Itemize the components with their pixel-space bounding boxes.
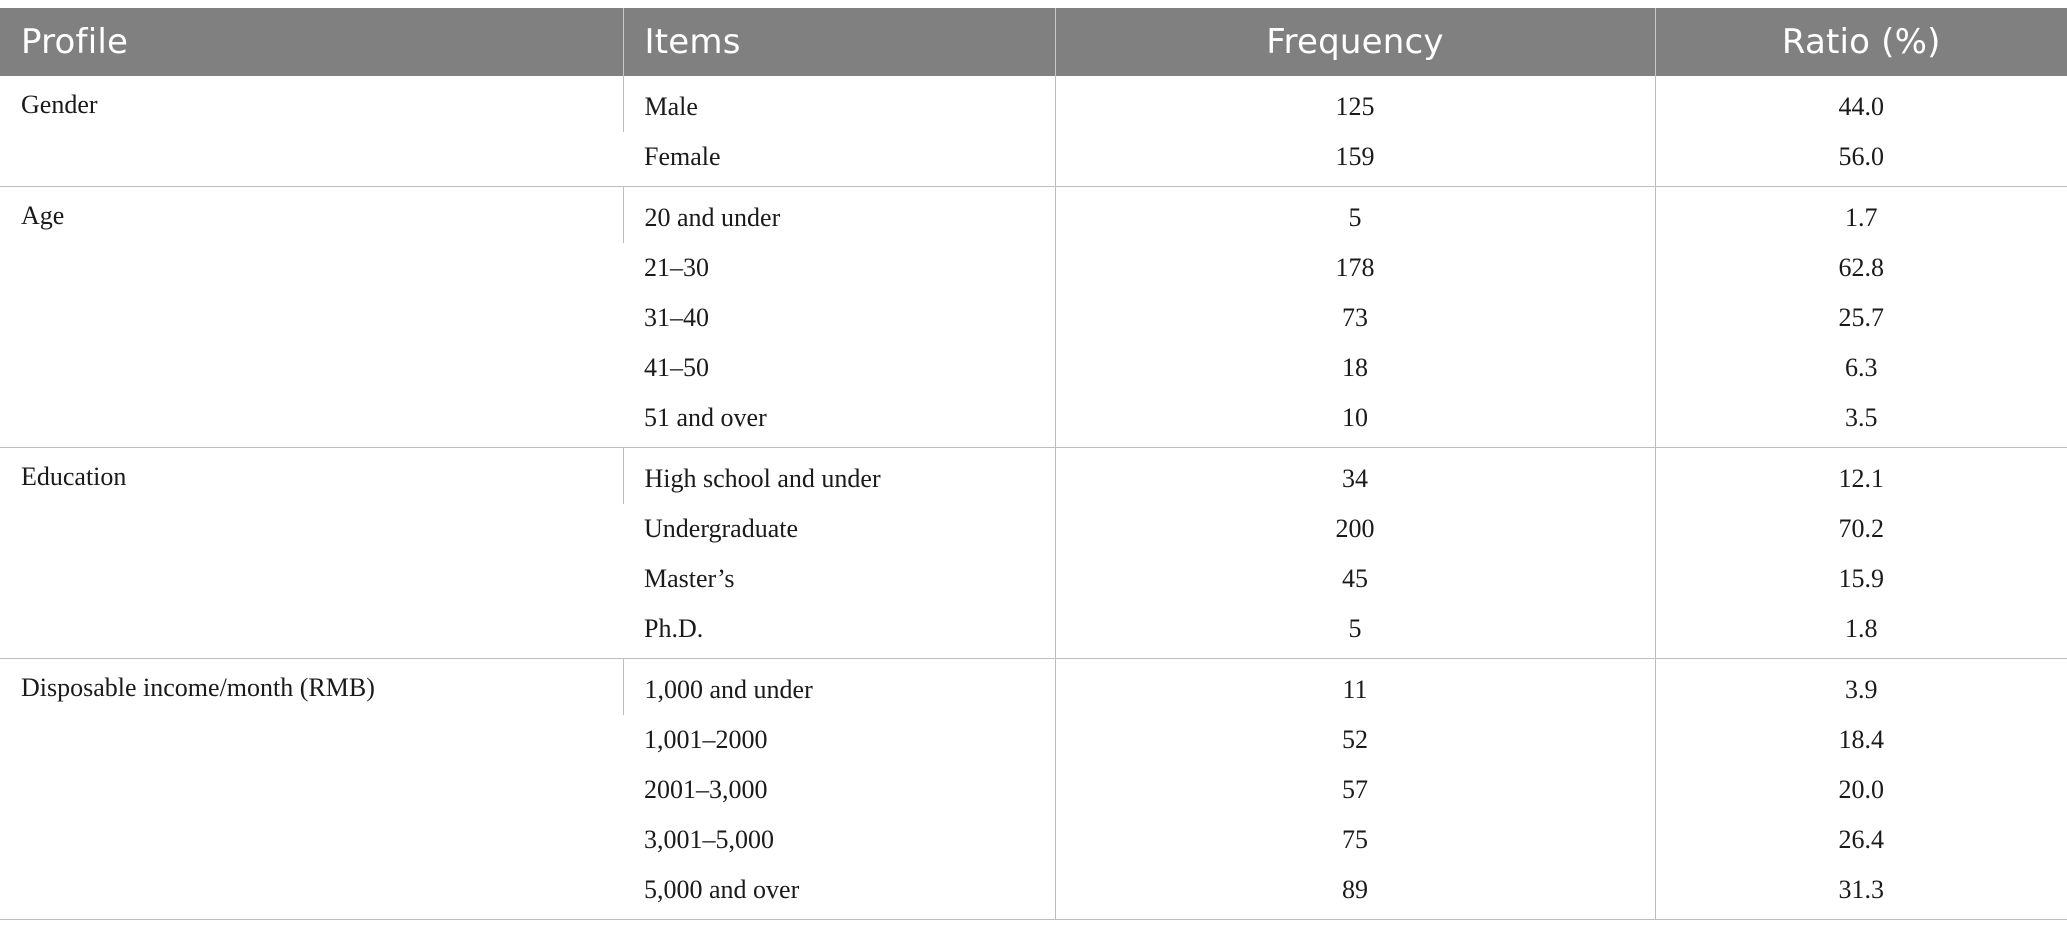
header-profile: Profile (0, 8, 623, 76)
item-cell: Undergraduate (644, 514, 799, 543)
frequency-cell: 200 (1055, 504, 1655, 554)
ratio-cell: 31.3 (1655, 865, 2067, 920)
header-items: Items (623, 8, 1055, 76)
item-cell: 5,000 and over (623, 865, 1055, 920)
ratio-cell: 3.5 (1655, 393, 2067, 448)
frequency-cell: 11 (1055, 659, 1655, 716)
table-row (0, 659, 2067, 716)
ratio-cell: 15.9 (1655, 554, 2067, 604)
item-cell: 2001–3,000 (644, 775, 768, 804)
ratio-cell: 12.1 (1655, 448, 2067, 505)
frequency-cell: 10 (1055, 393, 1655, 448)
ratio-cell: 3.9 (1655, 659, 2067, 716)
header-row (0, 8, 2067, 76)
table-row (0, 448, 2067, 505)
profile-cell: Gender (0, 76, 623, 187)
frequency-cell: 57 (1055, 765, 1655, 815)
profile-cell: Education (0, 448, 623, 659)
ratio-cell: 6.3 (1655, 343, 2067, 393)
frequency-cell: 73 (1055, 293, 1655, 343)
ratio-cell: 25.7 (1655, 293, 2067, 343)
item-cell: 41–50 (644, 353, 709, 382)
item-cell: 51 and over (623, 393, 1055, 448)
frequency-cell: 5 (1055, 187, 1655, 244)
item-cell: 1,001–2000 (644, 725, 768, 754)
frequency-cell: 75 (1055, 815, 1655, 865)
ratio-cell: 26.4 (1655, 815, 2067, 865)
frequency-cell: 5 (1055, 604, 1655, 659)
item-cell: 3,001–5,000 (644, 825, 774, 854)
frequency-cell: 45 (1055, 554, 1655, 604)
profile-cell: Disposable income/month (RMB) (0, 659, 623, 920)
item-cell: Master’s (644, 564, 735, 593)
item-cell: 1,000 and under (623, 659, 1055, 716)
table-row (0, 187, 2067, 244)
item-cell: Ph.D. (623, 604, 1055, 659)
ratio-cell: 1.8 (1655, 604, 2067, 659)
item-cell: Male (623, 76, 1055, 132)
frequency-cell: 125 (1055, 76, 1655, 132)
ratio-cell: 18.4 (1655, 715, 2067, 765)
ratio-cell: 44.0 (1655, 76, 2067, 132)
ratio-cell: 56.0 (1655, 132, 2067, 187)
item-cell: High school and under (623, 448, 1055, 505)
demographics-table (0, 8, 2067, 920)
table-header (0, 8, 2067, 76)
frequency-cell: 18 (1055, 343, 1655, 393)
item-cell: 20 and under (623, 187, 1055, 244)
item-cell: Female (623, 132, 1055, 187)
item-cell: 31–40 (644, 303, 709, 332)
frequency-cell: 159 (1055, 132, 1655, 187)
frequency-cell: 178 (1055, 243, 1655, 293)
item-cell: 21–30 (644, 253, 709, 282)
frequency-cell: 34 (1055, 448, 1655, 505)
profile-cell: Age (0, 187, 623, 448)
ratio-cell: 62.8 (1655, 243, 2067, 293)
frequency-cell: 89 (1055, 865, 1655, 920)
table-row (0, 76, 2067, 132)
header-ratio: Ratio (%) (1655, 8, 2067, 76)
table-body (0, 76, 2067, 920)
frequency-cell: 52 (1055, 715, 1655, 765)
demographics-table-container (0, 8, 2067, 920)
ratio-cell: 70.2 (1655, 504, 2067, 554)
ratio-cell: 1.7 (1655, 187, 2067, 244)
header-frequency: Frequency (1055, 8, 1655, 76)
ratio-cell: 20.0 (1655, 765, 2067, 815)
